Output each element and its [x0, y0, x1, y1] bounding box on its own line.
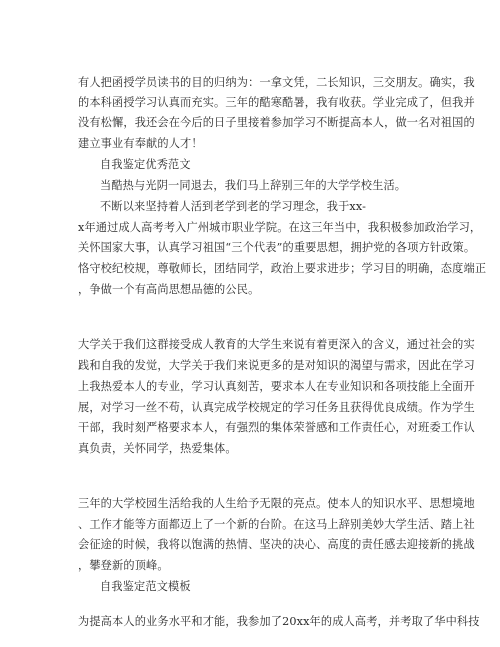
text-line: 当酷热与光阴一同退去，我们马上辞别三年的大学学校生活。	[100, 179, 407, 192]
text-line: ，攀登新的顶峰。	[78, 559, 169, 572]
text-line: 三年的大学校园生活给我的人生给予无限的亮点。使本人的知识水平、思想境地	[78, 497, 475, 510]
text-line: 建立事业有奉献的人才！	[78, 137, 203, 150]
text-line: ，争做一个有高尚思想品德的公民。	[78, 283, 260, 296]
text-line: 践和自我的发觉，大学关于我们来说更多的是对知识的渴望与需求，因此在学习	[78, 359, 475, 372]
section-heading: 自我鉴定优秀范文	[100, 158, 191, 171]
text-line: 会征途的时候，我将以饱满的热情、坚决的决心、高度的责任感去迎接新的挑战	[78, 538, 475, 551]
text-line: 、工作才能等方面都迈上了一个新的台阶。在这马上辞别美妙大学生活、踏上社	[78, 518, 475, 531]
text-line: x年通过成人高考考入广州城市职业学院。在这三年当中，我积极参加政治学习，	[78, 221, 482, 234]
text-line: 大学关于我们这群接受成人教育的大学生来说有着更深入的含义，通过社会的实	[78, 338, 475, 351]
text-line: 真负责，关怀同学，热爱集体。	[78, 442, 237, 455]
text-line: 不断以来坚持着人活到老学到老的学习理念，我于xx-	[100, 200, 367, 213]
text-line: 没有松懈，我还会在今后的日子里接着参加学习不断提高本人，做一名对祖国的	[78, 116, 475, 129]
text-line: 恪守校纪校规，尊敬师长，团结同学，政治上要求进步；学习目的明确，态度端正	[78, 262, 487, 275]
text-line: 关怀国家大事，认真学习祖国“三个代表”的重要思想，拥护党的各项方针政策。	[78, 241, 476, 254]
text-line: 有人把函授学员读书的目的归纳为：一拿文凭，二长知识，三交朋友。确实，我	[78, 76, 475, 89]
text-line: 为提高本人的业务水平和才能，我参加了20xx年的成人高考，并考取了华中科技	[78, 615, 480, 628]
text-line: 展，对学习一丝不苟，认真完成学校规定的学习任务且获得优良成绩。作为学生	[78, 401, 475, 414]
section-heading: 自我鉴定范文模板	[100, 580, 191, 593]
text-line: 干部，我时刻严格要求本人，有强烈的集体荣誉感和工作责任心，对班委工作认	[78, 421, 475, 434]
text-line: 的本科函授学习认真而充实。三年的酷寒酷暑，我有收获。学业完成了，但我并	[78, 96, 475, 109]
text-line: 上我热爱本人的专业，学习认真刻苦，要求本人在专业知识和各项技能上全面开	[78, 380, 475, 393]
